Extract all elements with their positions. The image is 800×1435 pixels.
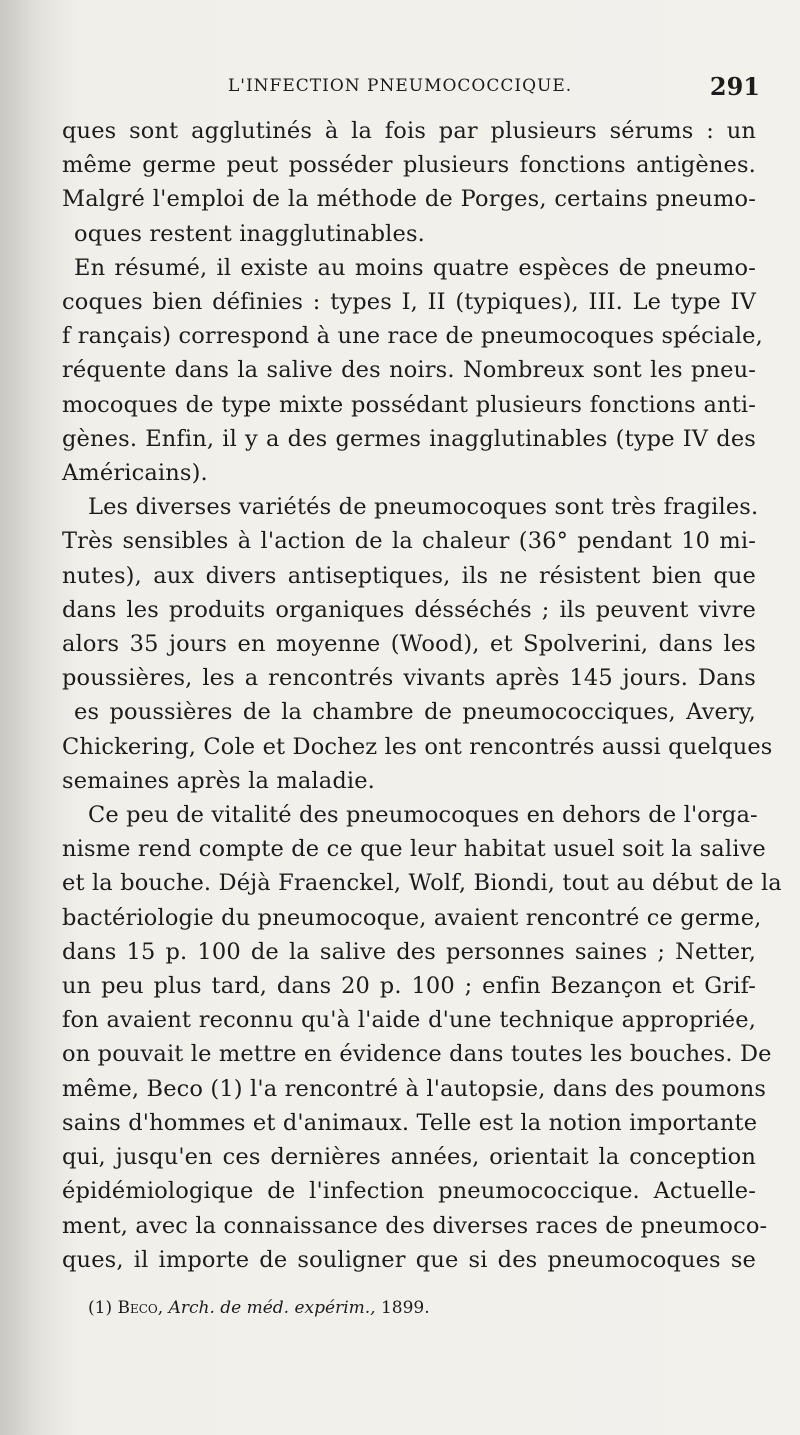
text-line: Très sensibles à l'action de la chaleur (36° pendant 10 mi-: [62, 528, 756, 555]
text-line: En résumé, il existe au moins quatre espèces de pneumo-: [74, 254, 756, 281]
text-line: épidémiologique de l'infection pneumococcique. Actuelle-: [62, 1178, 756, 1205]
text-line: ment, avec la connaissance des diverses races de pneumoco-: [62, 1212, 768, 1239]
text-line: dans les produits organiques désséchés ; ils peuvent vivre: [62, 596, 756, 623]
text-line: oques restent inagglutinables.: [74, 220, 425, 247]
running-title: L'INFECTION PNEUMOCOCCIQUE.: [228, 76, 573, 96]
text-line: coques bien définies : types I, II (typiques), III. Le type IV: [62, 289, 756, 316]
text-line: même, Beco (1) l'a rencontré à l'autopsie, dans des poumons: [62, 1075, 767, 1102]
text-line: gènes. Enfin, il y a des germes inagglutinables (type IV des: [62, 425, 756, 452]
footnote-author: Beco,: [117, 1298, 164, 1318]
text-line: Malgré l'emploi de la méthode de Porges, certains pneumo-: [62, 186, 756, 213]
text-line: un peu plus tard, dans 20 p. 100 ; enfin Bezançon et Grif-: [62, 973, 756, 1000]
text-line: Ce peu de vitalité des pneumocoques en dehors de l'orga-: [88, 802, 758, 829]
text-line: Les diverses variétés de pneumocoques sont très fragiles.: [88, 494, 759, 521]
text-line: et la bouche. Déjà Fraenckel, Wolf, Biondi, tout au début de la: [62, 870, 782, 897]
text-line: bactériologie du pneumocoque, avaient rencontré ce germe,: [62, 904, 762, 931]
page-header: [228, 72, 760, 106]
text-line: nisme rend compte de ce que leur habitat usuel soit la salive: [62, 836, 766, 863]
text-line: fon avaient reconnu qu'à l'aide d'une technique appropriée,: [62, 1007, 756, 1034]
text-line: Chickering, Cole et Dochez les ont rencontrés aussi quelques: [62, 733, 773, 760]
footnote-marker: (1): [88, 1298, 113, 1318]
text-line: Américains).: [62, 460, 208, 487]
text-line: ques, il importe de souligner que si des pneumocoques se: [62, 1246, 756, 1273]
text-line: ques sont agglutinés à la fois par plusieurs sérums : un: [62, 118, 756, 144]
footnote-journal: Arch. de méd. expérim.,: [168, 1298, 376, 1318]
text-line: es poussières de la chambre de pneumococciques, Avery,: [74, 699, 756, 726]
text-line: qui, jusqu'en ces dernières années, orientait la conception: [62, 1144, 756, 1171]
text-line: dans 15 p. 100 de la salive des personnes saines ; Netter,: [62, 938, 756, 965]
text-line: sains d'hommes et d'animaux. Telle est la notion importante: [62, 1109, 758, 1136]
text-line: réquente dans la salive des noirs. Nombreux sont les pneu-: [62, 357, 756, 384]
text-line: mocoques de type mixte possédant plusieurs fonctions anti-: [62, 391, 756, 418]
text-line: poussières, les a rencontrés vivants après 145 jours. Dans: [62, 665, 756, 692]
text-line: semaines après la maladie.: [62, 767, 375, 794]
body-text: [62, 114, 782, 1277]
text-line: alors 35 jours en moyenne (Wood), et Spolverini, dans les: [62, 631, 756, 658]
text-line: f rançais) correspond à une race de pneumocoques spéciale,: [62, 323, 763, 350]
text-line: même germe peut posséder plusieurs fonctions antigènes.: [62, 152, 756, 179]
text-line: nutes), aux divers antiseptiques, ils ne résistent bien que: [62, 562, 756, 589]
text-line: on pouvait le mettre en évidence dans toutes les bouches. De: [62, 1041, 772, 1068]
footnote-year: 1899.: [380, 1298, 430, 1318]
page-number: 291: [709, 72, 760, 101]
footnote: [88, 1298, 430, 1318]
